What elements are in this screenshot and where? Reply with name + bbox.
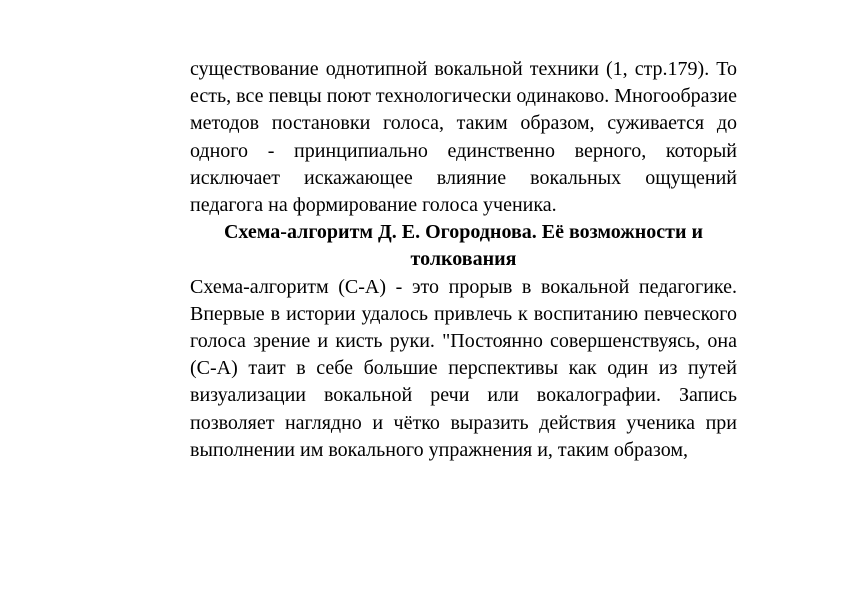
paragraph-continued: существование однотипной вокальной техники (1, стр.179). То есть, все певцы поют технологически одинаково. Многообразие методов постановки голоса, таким образом, суживается до одного - принципиально единственно верного, который исключает искажающее влияние вокальных ощущений педагога на формирование голоса ученика. — [190, 58, 737, 217]
section-heading: Схема-алгоритм Д. Е. Огороднова. Её возможности и толкования — [223, 221, 704, 271]
paragraph-main: Схема-алгоритм (С-А) - это прорыв в вокальной педагогике. Впервые в истории удалось привлечь к воспитанию певческого голоса зрение и кисть руки. "Постоянно совершенствуясь, она (С-А) таит в себе большие перспективы как один из путей визуализации вокальной речи или вокалографии. Запись позволяет наглядно и чётко выразить действия ученика при выполнении им вокального упражнения и, таким образом, — [190, 275, 737, 461]
text-column — [190, 56, 737, 464]
